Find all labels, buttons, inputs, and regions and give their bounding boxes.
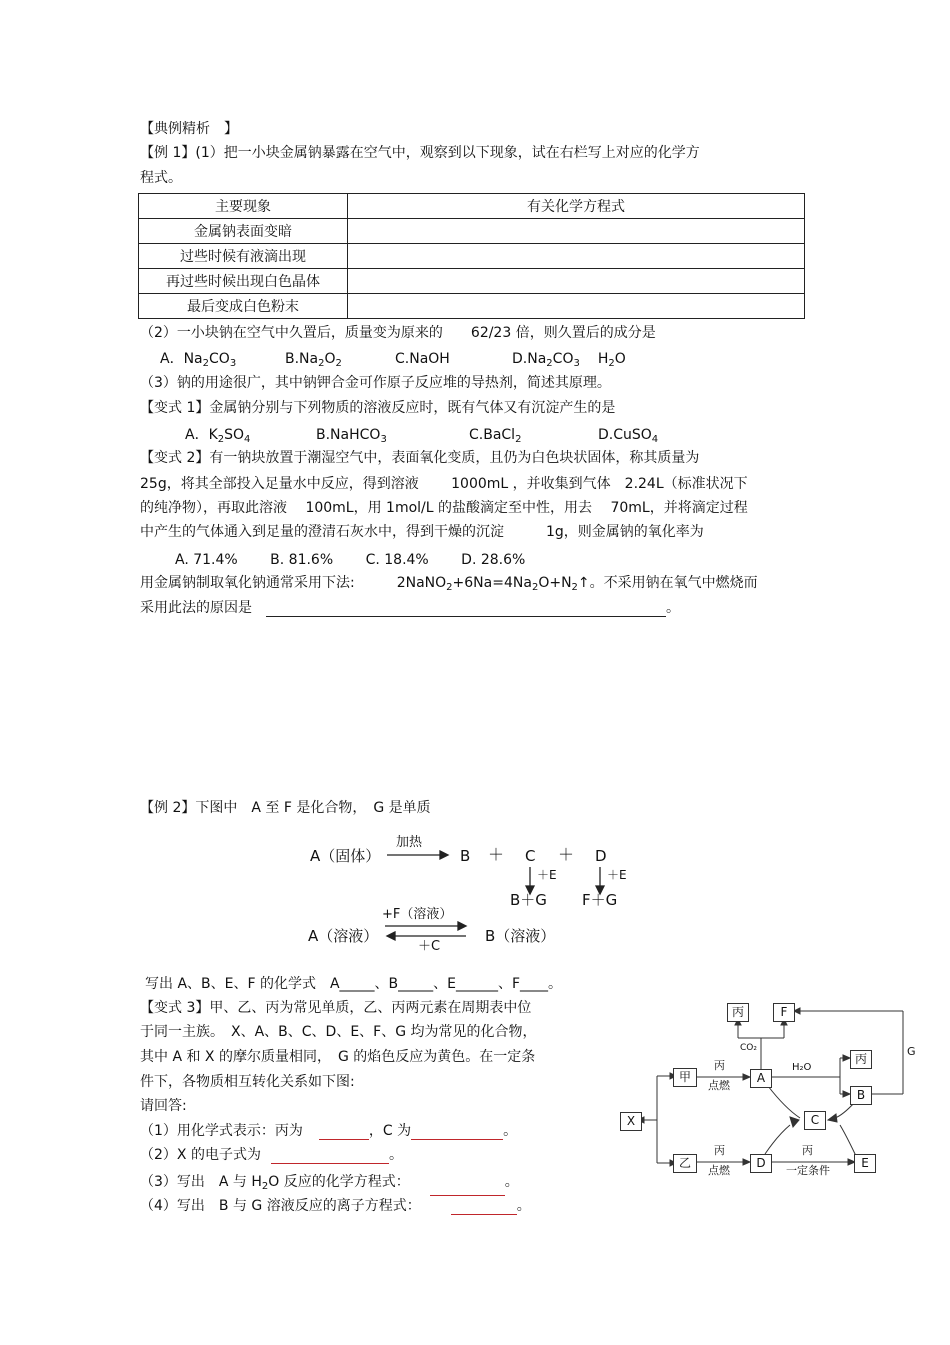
table-row (139, 244, 805, 269)
var2-line2: 25g，将其全部投入足量水中反应，得到溶液 1000mL ，并收集到气体 2.24L（标准状况下 (140, 476, 748, 492)
label-dianran: 点燃 (708, 1079, 730, 1092)
var1-option-b: B.NaHCO$_3$ (316, 427, 387, 445)
ex2-d: D (595, 847, 607, 865)
node-e: E (854, 1154, 876, 1173)
ex1-q3: （3）钠的用途很广，其中钠钾合金可作原子反应堆的导热剂，简述其原理。 (140, 375, 611, 391)
label-g: G (907, 1045, 916, 1058)
node-a: A (750, 1069, 772, 1088)
ex2-title: 【例 2】下图中 A 至 F 是化合物， G 是单质 (140, 800, 431, 816)
label-dianran: 点燃 (708, 1164, 730, 1177)
var3-q1: （1）用化学式表示：丙为 ，C 为 。 (140, 1123, 518, 1139)
ex1-q2-option-a: A．$Na_2CO_3$ (160, 351, 237, 369)
ex2-plus: ＋ (488, 845, 505, 864)
node-c: C (804, 1111, 826, 1130)
ex1-q2: （2）一小块钠在空气中久置后，质量变为原来的 62/23 倍，则久置后的成分是 (140, 325, 656, 341)
table-cell: 再过些时候出现白色晶体 (139, 269, 348, 294)
label-h2o: H₂O (792, 1062, 812, 1073)
ex2-c: C (525, 847, 536, 865)
answer-cell[interactable] (348, 244, 805, 269)
var3-line5: 请回答: (140, 1098, 187, 1114)
table-row (139, 219, 805, 244)
ex1-q2-option-c: C.NaOH (395, 351, 450, 367)
var3-line3: 其中 A 和 X 的摩尔质量相同， G 的焰色反应为黄色。在一定条 (140, 1049, 536, 1065)
ex1-prompt-line1: 【例 1】(1）把一小块金属钠暴露在空气中，观察到以下现象，试在右栏写上对应的化学方 (140, 145, 700, 161)
node-jia: 甲 (673, 1068, 697, 1087)
answer-cell[interactable] (348, 219, 805, 244)
label-bing: 丙 (714, 1144, 725, 1157)
answer-cell[interactable] (348, 294, 805, 319)
answer-blank[interactable] (319, 1125, 369, 1140)
var3-diagram (600, 990, 930, 1190)
ex1-q2-option-d: $D.Na_2CO_3$ $H_2O$ (512, 351, 626, 369)
answer-blank[interactable] (451, 1200, 517, 1215)
label-condition: 一定条件 (786, 1164, 830, 1177)
node-b: B (850, 1086, 872, 1105)
var1-text: 【变式 1】金属钠分别与下列物质的溶液反应时，既有气体又有沉淀产生的是 (140, 400, 616, 416)
node-x: X (620, 1112, 642, 1131)
answer-blank[interactable] (430, 1181, 505, 1196)
var1-option-a: A．$K_2SO_4$ (185, 427, 251, 445)
answer-blank[interactable] (271, 1149, 389, 1164)
ex2-diagram (300, 830, 650, 960)
node-yi: 乙 (673, 1154, 697, 1173)
node-bing-2: 丙 (850, 1050, 872, 1069)
table-header: 有关化学方程式 (348, 194, 805, 219)
var2-line3: 的纯净物），再取此溶液 100mL，用 1mol/L 的盐酸滴定至中性，用去 70mL，并将滴定过程 (140, 500, 748, 516)
var2-options: A. 71.4% B. 81.6% C. 18.4% D. 28.6% (175, 552, 526, 568)
table-row (139, 294, 805, 319)
ex2-a-solution: A（溶液） (308, 927, 379, 945)
ex2-b: B (460, 847, 471, 865)
ex1-q2-option-b: $B.Na_2O_2$ (285, 351, 342, 369)
ex2-b-solution: B（溶液） (485, 927, 556, 945)
section-title: 【典例精析 】 (140, 121, 238, 137)
var3-line4: 件下，各物质相互转化关系如下图: (140, 1074, 355, 1090)
table-header-row (139, 194, 805, 219)
var3-q3: （3）写出 A 与 $H_2O$ 反应的化学方程式： 。 (140, 1173, 519, 1196)
table-row (139, 269, 805, 294)
observation-table (138, 193, 805, 319)
var3-line1: 【变式 3】甲、乙、丙为常见单质，乙、丙两元素在周期表中位 (140, 1000, 532, 1016)
var3-q2: （2）X 的电子式为 。 (140, 1147, 403, 1163)
ex2-f-g: F＋G (582, 891, 618, 909)
var2-line4: 中产生的气体通入到足量的澄清石灰水中，得到干燥的沉淀 1g，则金属钠的氧化率为 (140, 524, 704, 540)
ex2-plus-e: ＋E (607, 868, 627, 882)
answer-blank[interactable] (411, 1125, 503, 1140)
node-f: F (773, 1003, 795, 1022)
var2-line1: 【变式 2】有一钠块放置于潮湿空气中，表面氧化变质，且仍为白色块状固体，称其质量为 (140, 450, 700, 466)
answer-blank[interactable] (501, 602, 666, 617)
table-cell: 最后变成白色粉末 (139, 294, 348, 319)
ex1-prompt-line2: 程式。 (140, 170, 182, 186)
ex2-heat: 加热 (396, 835, 423, 850)
ex2-plus: ＋ (558, 845, 575, 864)
ex2-plus-f: +F（溶液） (382, 907, 453, 922)
table-cell: 金属钠表面变暗 (139, 219, 348, 244)
na2o-line2: 采用此法的原因是 。 (140, 600, 680, 616)
label-bing: 丙 (714, 1059, 725, 1072)
ex2-plus-c: ＋C (418, 939, 441, 954)
label-co2: CO₂ (740, 1043, 757, 1053)
table-header: 主要现象 (139, 194, 348, 219)
var1-option-d: D.CuSO$_4$ (598, 427, 659, 445)
ex2-plus-e: ＋E (537, 868, 557, 882)
var3-line2: 于同一主族。 X、A、B、C、D、E、F、G 均为常见的化合物， (140, 1024, 537, 1040)
var1-option-c: C.BaCl$_2$ (469, 427, 522, 445)
ex2-b-g: B＋G (510, 891, 547, 909)
ex2-a-solid: A（固体） (310, 847, 381, 865)
answer-cell[interactable] (348, 269, 805, 294)
node-bing: 丙 (727, 1003, 749, 1022)
label-bing: 丙 (802, 1144, 813, 1157)
ex2-answer: 写出 A、B、E、F 的化学式 A_____、B_____、E______、F____。 (145, 976, 563, 992)
node-d: D (750, 1154, 772, 1173)
table-cell: 过些时候有液滴出现 (139, 244, 348, 269)
na2o-line1: 用金属钠制取氧化钠通常采用下法: $2NaNO_2+6Na=4Na_2O+N_2↑$。不采用钠在氧气中燃烧而 (140, 575, 758, 593)
var3-q4: （4）写出 B 与 G 溶液反应的离子方程式： 。 (140, 1198, 531, 1214)
answer-blank[interactable] (266, 602, 501, 617)
